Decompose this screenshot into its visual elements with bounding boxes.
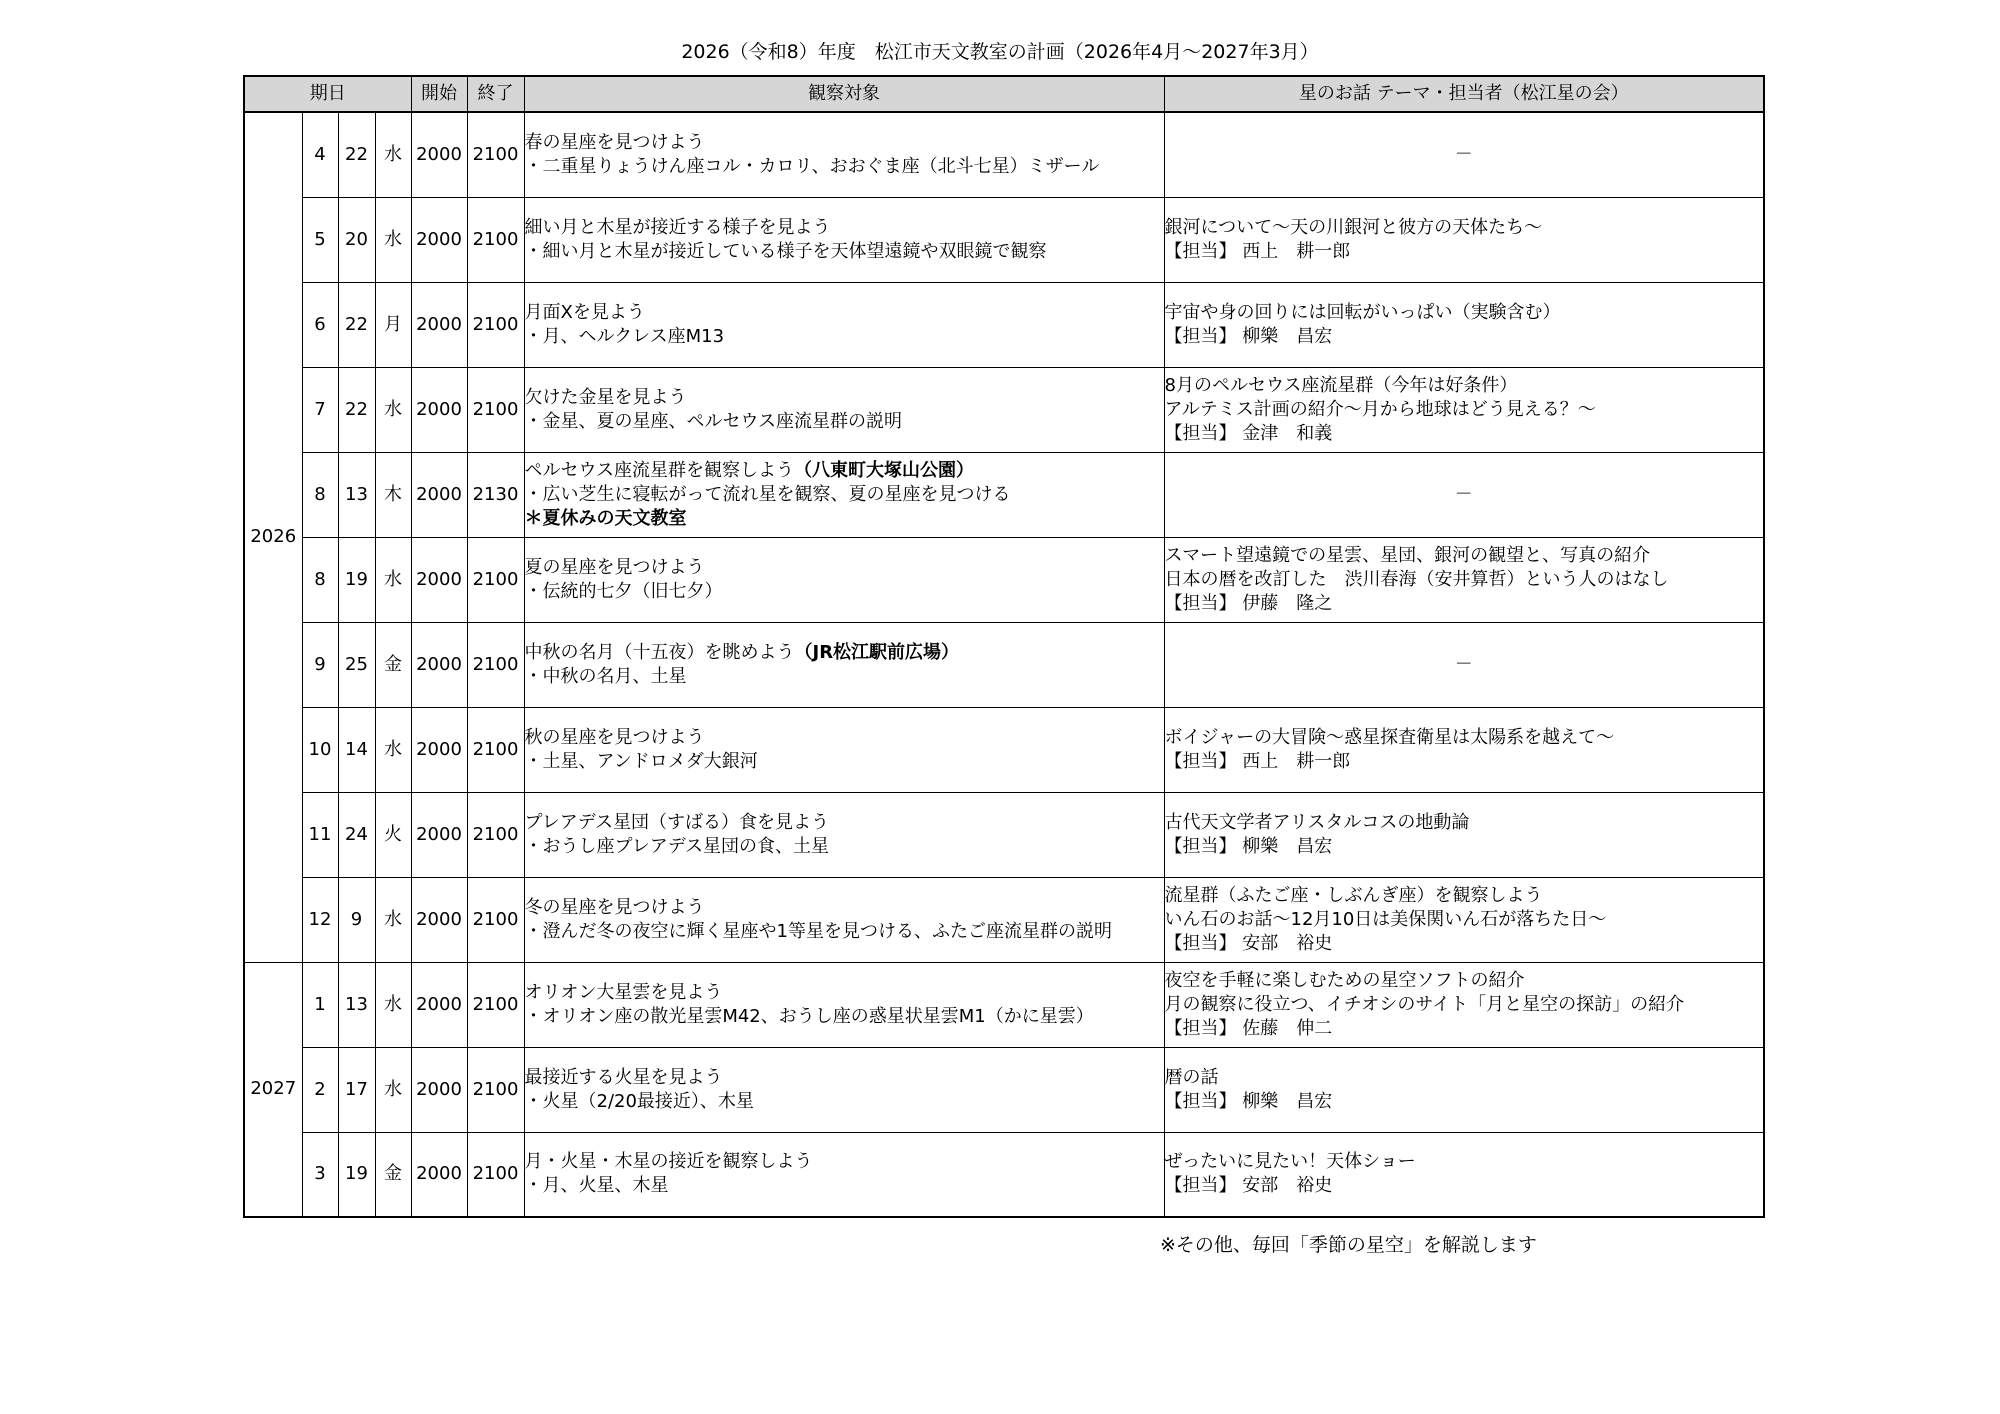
month-cell: 7	[302, 367, 338, 452]
talk-theme: 流星群（ふたご座・しぶんぎ座）を観察しよう	[1164, 884, 1543, 906]
venue-label: （八東町大塚山公園）	[793, 459, 974, 481]
start-time-cell: 2000	[411, 537, 467, 622]
talk-theme: いん石のお話～12月10日は美保関いん石が落ちた日～	[1164, 908, 1607, 930]
start-time-cell: 2000	[411, 112, 467, 197]
day-cell: 13	[338, 962, 375, 1047]
table-row	[244, 537, 1764, 622]
target-detail: ・火星（2/20最接近）、木星	[524, 1090, 754, 1112]
target-title: 夏の星座を見つけよう	[524, 556, 705, 578]
talk-theme: 暦の話	[1164, 1066, 1219, 1088]
talk-theme: 月の観察に役立つ、イチオシのサイト「月と星空の探訪」の紹介	[1164, 993, 1685, 1015]
end-time-cell: 2100	[467, 1132, 524, 1217]
target-detail: ・細い月と木星が接近している様子を天体望遠鏡や双眼鏡で観察	[524, 240, 1047, 262]
talk-presenter: 【担当】 安部 裕史	[1164, 932, 1333, 954]
talk-cell	[1164, 282, 1764, 367]
day-cell: 22	[338, 367, 375, 452]
talk-cell	[1164, 622, 1764, 707]
talk-presenter: 【担当】 柳樂 昌宏	[1164, 1090, 1333, 1112]
talk-presenter: 【担当】 西上 耕一郎	[1164, 240, 1351, 262]
target-cell	[524, 197, 1164, 282]
target-detail: ・伝統的七夕（旧七夕）	[524, 580, 723, 602]
target-title: 月面Xを見よう	[524, 301, 645, 323]
month-cell: 1	[302, 962, 338, 1047]
day-cell: 22	[338, 282, 375, 367]
target-title: 最接近する火星を見よう	[524, 1066, 723, 1088]
header-start: 開始	[411, 76, 467, 112]
weekday-cell: 水	[375, 537, 411, 622]
talk-cell	[1164, 962, 1764, 1047]
weekday-cell: 水	[375, 197, 411, 282]
talk-presenter: 【担当】 柳樂 昌宏	[1164, 325, 1333, 347]
talk-theme: ぜったいに見たい！天体ショー	[1164, 1151, 1416, 1173]
header-date: 期日	[244, 76, 411, 112]
table-row	[244, 792, 1764, 877]
weekday-cell: 水	[375, 707, 411, 792]
target-title	[525, 641, 1164, 665]
table-row	[244, 707, 1764, 792]
month-cell: 11	[302, 792, 338, 877]
target-title-text: 中秋の名月（十五夜）を眺めよう	[524, 641, 795, 663]
target-title: オリオン大星雲を見よう	[524, 981, 723, 1003]
weekday-cell: 水	[375, 962, 411, 1047]
target-detail: ・広い芝生に寝転がって流れ星を観察、夏の星座を見つける	[524, 483, 1011, 505]
target-cell	[524, 1132, 1164, 1217]
table-row	[244, 282, 1764, 367]
day-cell: 13	[338, 452, 375, 537]
target-detail: ・オリオン座の散光星雲M42、おうし座の惑星状星雲M1（かに星雲）	[524, 1005, 1094, 1027]
talk-cell	[1164, 877, 1764, 962]
weekday-cell: 月	[375, 282, 411, 367]
month-cell: 8	[302, 452, 338, 537]
talk-theme: 古代天文学者アリスタルコスの地動論	[1164, 811, 1470, 833]
talk-theme: スマート望遠鏡での星雲、星団、銀河の観望と、写真の紹介	[1164, 544, 1651, 566]
table-row	[244, 452, 1764, 537]
talk-theme: 宇宙や身の回りには回転がいっぱい（実験含む）	[1164, 301, 1561, 323]
target-title: 冬の星座を見つけよう	[524, 896, 705, 918]
end-time-cell: 2100	[467, 962, 524, 1047]
talk-dash: －	[1454, 143, 1473, 165]
talk-cell	[1164, 112, 1764, 197]
start-time-cell: 2000	[411, 1132, 467, 1217]
talk-theme: 8月のペルセウス座流星群（今年は好条件）	[1164, 374, 1518, 396]
target-cell	[524, 452, 1164, 537]
target-title: 月・火星・木星の接近を観察しよう	[524, 1151, 813, 1173]
start-time-cell: 2000	[411, 452, 467, 537]
day-cell: 19	[338, 1132, 375, 1217]
table-row	[244, 1132, 1764, 1217]
start-time-cell: 2000	[411, 962, 467, 1047]
talk-dash: －	[1454, 653, 1473, 675]
target-detail: ・土星、アンドロメダ大銀河	[524, 750, 758, 772]
table-row	[244, 197, 1764, 282]
end-time-cell: 2100	[467, 622, 524, 707]
target-cell	[524, 367, 1164, 452]
target-title	[525, 459, 1164, 483]
day-cell: 9	[338, 877, 375, 962]
talk-presenter: 【担当】 西上 耕一郎	[1164, 750, 1351, 772]
talk-theme: アルテミス計画の紹介～月から地球はどう見える？～	[1164, 398, 1596, 420]
end-time-cell: 2100	[467, 282, 524, 367]
day-cell: 22	[338, 112, 375, 197]
end-time-cell: 2100	[467, 792, 524, 877]
start-time-cell: 2000	[411, 197, 467, 282]
target-detail: ・澄んだ冬の夜空に輝く星座や1等星を見つける、ふたご座流星群の説明	[524, 920, 1112, 942]
talk-theme: 夜空を手軽に楽しむための星空ソフトの紹介	[1164, 969, 1525, 991]
day-cell: 25	[338, 622, 375, 707]
month-cell: 3	[302, 1132, 338, 1217]
weekday-cell: 水	[375, 877, 411, 962]
start-time-cell: 2000	[411, 707, 467, 792]
target-detail: ・月、ヘルクレス座M13	[524, 325, 725, 347]
end-time-cell: 2100	[467, 537, 524, 622]
header-end: 終了	[467, 76, 524, 112]
day-cell: 24	[338, 792, 375, 877]
day-cell: 14	[338, 707, 375, 792]
target-cell	[524, 112, 1164, 197]
table-row	[244, 877, 1764, 962]
start-time-cell: 2000	[411, 877, 467, 962]
talk-cell	[1164, 452, 1764, 537]
talk-cell	[1164, 1132, 1764, 1217]
venue-label: （JR松江駅前広場）	[794, 641, 960, 663]
target-cell	[524, 1047, 1164, 1132]
target-cell	[524, 877, 1164, 962]
target-detail: ・中秋の名月、土星	[524, 665, 687, 687]
table-row	[244, 1047, 1764, 1132]
table-row	[244, 367, 1764, 452]
target-title-text: ペルセウス座流星群を観察しよう	[524, 459, 794, 481]
talk-presenter: 【担当】 柳樂 昌宏	[1164, 835, 1333, 857]
target-cell	[524, 962, 1164, 1047]
target-title: 細い月と木星が接近する様子を見よう	[524, 216, 831, 238]
talk-presenter: 【担当】 金津 和義	[1164, 422, 1333, 444]
target-title: 秋の星座を見つけよう	[524, 726, 705, 748]
weekday-cell: 木	[375, 452, 411, 537]
target-detail: ・月、火星、木星	[524, 1175, 669, 1197]
talk-dash: －	[1454, 483, 1473, 505]
talk-theme: ボイジャーの大冒険～惑星探査衛星は太陽系を越えて～	[1164, 726, 1615, 748]
start-time-cell: 2000	[411, 622, 467, 707]
month-cell: 5	[302, 197, 338, 282]
target-cell	[524, 792, 1164, 877]
special-note: ＊夏休みの天文教室	[524, 507, 687, 529]
start-time-cell: 2000	[411, 1047, 467, 1132]
table-row	[244, 622, 1764, 707]
header-target: 観察対象	[524, 76, 1164, 112]
weekday-cell: 火	[375, 792, 411, 877]
target-detail: ・二重星りょうけん座コル・カロリ、おおぐま座（北斗七星）ミザール	[524, 155, 1100, 177]
talk-cell	[1164, 707, 1764, 792]
target-title: 欠けた金星を見よう	[524, 386, 687, 408]
talk-presenter: 【担当】 佐藤 伸二	[1164, 1017, 1333, 1039]
month-cell: 8	[302, 537, 338, 622]
month-cell: 4	[302, 112, 338, 197]
document-title: 2026（令和8）年度 松江市天文教室の計画（2026年4月～2027年3月）	[681, 41, 1319, 63]
talk-theme: 日本の暦を改訂した 渋川春海（安井算哲）という人のはなし	[1164, 568, 1669, 590]
target-detail: ・金星、夏の星座、ペルセウス座流星群の説明	[524, 410, 902, 432]
day-cell: 20	[338, 197, 375, 282]
day-cell: 17	[338, 1047, 375, 1132]
target-title: プレアデス星団（すばる）食を見よう	[524, 811, 830, 833]
year-cell: 2026	[244, 112, 302, 962]
weekday-cell: 金	[375, 622, 411, 707]
end-time-cell: 2130	[467, 452, 524, 537]
start-time-cell: 2000	[411, 282, 467, 367]
talk-cell	[1164, 367, 1764, 452]
weekday-cell: 水	[375, 1047, 411, 1132]
talk-cell	[1164, 792, 1764, 877]
table-row	[244, 962, 1764, 1047]
year-cell: 2027	[244, 962, 302, 1217]
footnote: ※その他、毎回「季節の星空」を解説します	[1160, 1234, 1537, 1256]
talk-cell	[1164, 197, 1764, 282]
month-cell: 9	[302, 622, 338, 707]
month-cell: 10	[302, 707, 338, 792]
end-time-cell: 2100	[467, 1047, 524, 1132]
month-cell: 2	[302, 1047, 338, 1132]
target-cell	[524, 622, 1164, 707]
target-title: 春の星座を見つけよう	[524, 131, 705, 153]
weekday-cell: 金	[375, 1132, 411, 1217]
target-detail: ・おうし座プレアデス星団の食、土星	[524, 835, 830, 857]
talk-presenter: 【担当】 安部 裕史	[1164, 1175, 1333, 1197]
talk-presenter: 【担当】 伊藤 隆之	[1164, 592, 1333, 614]
header-talk: 星のお話 テーマ・担当者（松江星の会）	[1164, 76, 1764, 112]
table-row	[244, 112, 1764, 197]
header-row	[244, 76, 1764, 112]
start-time-cell: 2000	[411, 367, 467, 452]
weekday-cell: 水	[375, 112, 411, 197]
end-time-cell: 2100	[467, 707, 524, 792]
weekday-cell: 水	[375, 367, 411, 452]
schedule-table	[243, 75, 1765, 1218]
talk-cell	[1164, 1047, 1764, 1132]
target-cell	[524, 282, 1164, 367]
start-time-cell: 2000	[411, 792, 467, 877]
day-cell: 19	[338, 537, 375, 622]
target-cell	[524, 537, 1164, 622]
month-cell: 6	[302, 282, 338, 367]
end-time-cell: 2100	[467, 112, 524, 197]
end-time-cell: 2100	[467, 197, 524, 282]
target-cell	[524, 707, 1164, 792]
end-time-cell: 2100	[467, 877, 524, 962]
talk-theme: 銀河について～天の川銀河と彼方の天体たち～	[1164, 216, 1543, 238]
month-cell: 12	[302, 877, 338, 962]
talk-cell	[1164, 537, 1764, 622]
end-time-cell: 2100	[467, 367, 524, 452]
